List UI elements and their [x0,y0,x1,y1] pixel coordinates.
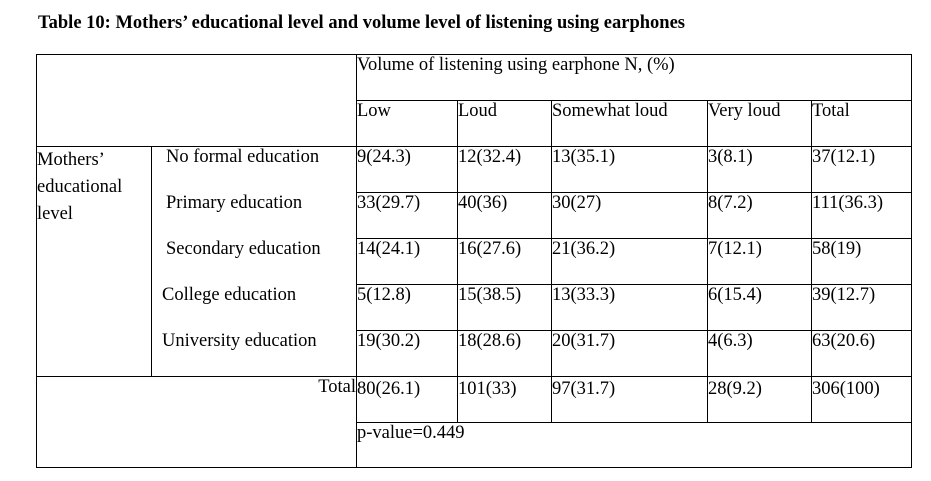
table-cell: 111(36.3) [812,193,912,239]
table-row [37,147,912,193]
table-cell: 37(12.1) [812,147,912,193]
column-header-somewhat-loud: Somewhat loud [552,101,708,147]
table-cell: 7(12.1) [708,239,812,285]
table-cell: 14(24.1) [357,239,458,285]
row-label: No formal education [152,147,357,193]
header-row-group [37,55,912,101]
table-cell: 33(29.7) [357,193,458,239]
row-label: University education [152,331,357,377]
table-cell: 19(30.2) [357,331,458,377]
column-header-low: Low [357,101,458,147]
table-cell: 13(35.1) [552,147,708,193]
table-cell: 13(33.3) [552,285,708,331]
data-table [36,54,912,468]
column-header-very-loud: Very loud [708,101,812,147]
table-cell: 6(15.4) [708,285,812,331]
table-row [37,285,912,331]
table-cell: 4(6.3) [708,331,812,377]
total-row [37,377,912,423]
column-group-header: Volume of listening using earphone N, (%) [357,55,912,101]
table-row [37,193,912,239]
table-cell: 58(19) [812,239,912,285]
total-label: Total [37,377,357,468]
table-cell: 18(28.6) [458,331,552,377]
table-cell: 40(36) [458,193,552,239]
table-cell: 5(12.8) [357,285,458,331]
table-row [37,239,912,285]
table-cell: 39(12.7) [812,285,912,331]
table-cell: 63(20.6) [812,331,912,377]
p-value: p-value=0.449 [357,423,912,468]
table-caption: Table 10: Mothers’ educational level and volume level of listening using earphones [38,13,685,33]
row-group-label: Mothers’ educational level [37,147,152,377]
table-cell: 9(24.3) [357,147,458,193]
table-cell: 30(27) [552,193,708,239]
total-cell: 306(100) [812,377,912,423]
table-cell: 8(7.2) [708,193,812,239]
total-cell: 80(26.1) [357,377,458,423]
table-row [37,331,912,377]
row-label: College education [152,285,357,331]
table-cell: 20(31.7) [552,331,708,377]
table-cell: 16(27.6) [458,239,552,285]
table-cell: 3(8.1) [708,147,812,193]
table-cell: 15(38.5) [458,285,552,331]
header-corner-cell [37,55,357,147]
table-cell: 21(36.2) [552,239,708,285]
total-cell: 97(31.7) [552,377,708,423]
row-label: Secondary education [152,239,357,285]
column-header-loud: Loud [458,101,552,147]
total-cell: 101(33) [458,377,552,423]
row-label: Primary education [152,193,357,239]
total-cell: 28(9.2) [708,377,812,423]
table-cell: 12(32.4) [458,147,552,193]
column-header-total: Total [812,101,912,147]
